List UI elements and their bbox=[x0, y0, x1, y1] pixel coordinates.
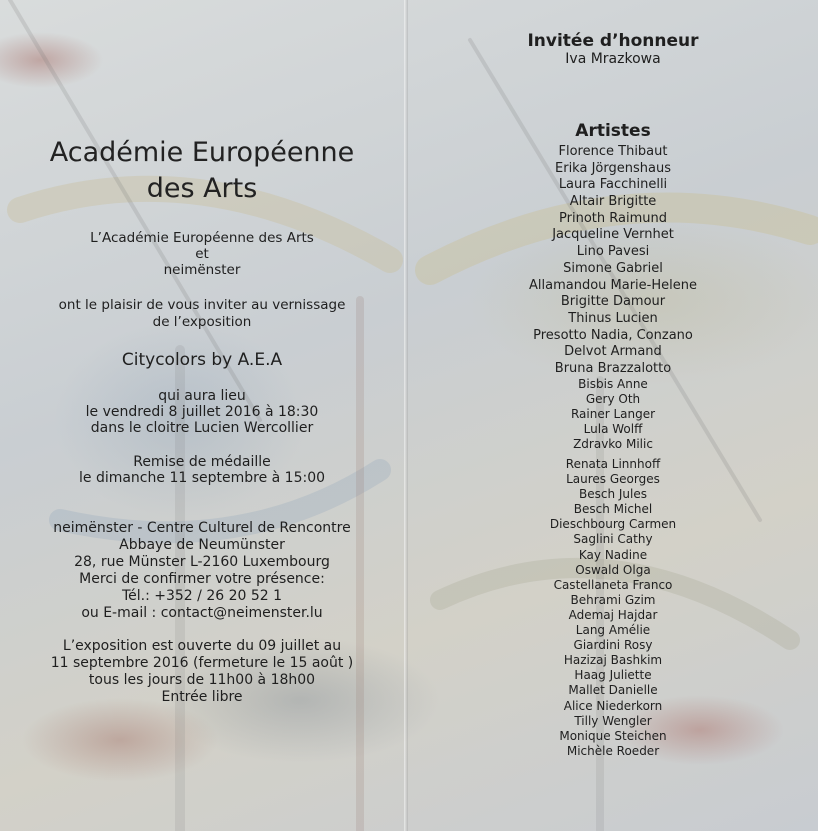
venue-line-3: 28, rue Münster L-2160 Luxembourg bbox=[74, 554, 330, 570]
event-line-2: le vendredi 8 juillet 2016 à 18:30 bbox=[85, 404, 319, 420]
venue-line-1: neimënster - Centre Culturel de Rencontre bbox=[53, 520, 351, 536]
list-item: Kay Nadine bbox=[578, 547, 648, 562]
artists-list bbox=[408, 144, 818, 378]
list-item: Tilly Wengler bbox=[574, 713, 652, 728]
list-item: Monique Steichen bbox=[559, 728, 667, 743]
list-item: Presotto Nadia, Conzano bbox=[533, 327, 693, 343]
list-item: Zdravko Milic bbox=[573, 437, 653, 452]
list-item: Haag Juliette bbox=[574, 668, 652, 683]
invite-text-line-1: ont le plaisir de vous inviter au vernissage bbox=[58, 297, 346, 313]
venue-phone: Tél.: +352 / 26 20 52 1 bbox=[121, 588, 283, 604]
inviter-line-2: et bbox=[195, 246, 209, 262]
list-item: Hazizaj Bashkim bbox=[563, 653, 663, 668]
list-item: Besch Jules bbox=[579, 487, 647, 502]
inviter-line-1: L’Académie Européenne des Arts bbox=[90, 230, 314, 246]
list-item: Laura Facchinelli bbox=[558, 177, 668, 193]
medal-line-2: le dimanche 11 septembre à 15:00 bbox=[78, 470, 326, 486]
list-item: Behrami Gzim bbox=[570, 592, 656, 607]
list-item: Renata Linnhoff bbox=[565, 457, 661, 471]
list-item: Thinus Lucien bbox=[568, 310, 658, 326]
title-line-1: Académie Européenne bbox=[49, 137, 355, 168]
title-line-2: des Arts bbox=[146, 173, 258, 204]
guest-name: Iva Mrazkowa bbox=[565, 51, 661, 67]
list-item: Ademaj Hajdar bbox=[568, 607, 658, 622]
list-item: Gery Oth bbox=[585, 392, 641, 407]
event-line-1: qui aura lieu bbox=[158, 388, 246, 404]
list-item: Oswald Olga bbox=[575, 562, 651, 577]
list-item: Rainer Langer bbox=[570, 407, 656, 422]
hours-line-4: Entrée libre bbox=[161, 689, 243, 705]
venue-line-2: Abbaye de Neumünster bbox=[119, 537, 285, 553]
right-panel bbox=[408, 0, 818, 831]
list-item: Simone Gabriel bbox=[563, 260, 663, 276]
hours-line-3: tous les jours de 11h00 à 18h00 bbox=[88, 672, 316, 688]
list-item: Dieschbourg Carmen bbox=[549, 517, 677, 532]
list-item: Brigitte Damour bbox=[560, 294, 666, 310]
list-item: Laures Georges bbox=[566, 472, 660, 487]
list-item: Castellaneta Franco bbox=[553, 577, 673, 592]
left-panel bbox=[0, 0, 404, 831]
list-item: Saglini Cathy bbox=[573, 532, 653, 547]
guest-heading: Invitée d’honneur bbox=[527, 31, 699, 51]
event-line-3: dans le cloitre Lucien Wercollier bbox=[90, 420, 314, 436]
artists-list-small-2 bbox=[408, 457, 818, 759]
hours-line-2: 11 septembre 2016 (fermeture le 15 août ) bbox=[50, 655, 354, 671]
medal-line-1: Remise de médaille bbox=[133, 454, 271, 470]
list-item: Mallet Danielle bbox=[568, 683, 658, 698]
list-item: Bisbis Anne bbox=[578, 377, 648, 391]
artists-list-small bbox=[408, 377, 818, 452]
venue-email: ou E-mail : contact@neimenster.lu bbox=[81, 605, 323, 621]
list-item: Alice Niederkorn bbox=[563, 698, 663, 713]
list-item: Michèle Roeder bbox=[566, 743, 660, 758]
list-item: Jacqueline Vernhet bbox=[552, 227, 674, 243]
list-item: Prinoth Raimund bbox=[559, 210, 667, 226]
list-item: Lino Pavesi bbox=[576, 244, 650, 260]
hours-line-1: L’exposition est ouverte du 09 juillet au bbox=[62, 638, 342, 654]
list-item: Allamandou Marie-Helene bbox=[529, 277, 697, 293]
inviter-line-3: neimënster bbox=[163, 262, 241, 278]
list-item: Besch Michel bbox=[573, 502, 653, 517]
list-item: Giardini Rosy bbox=[573, 638, 653, 653]
list-item: Erika Jörgenshaus bbox=[555, 160, 671, 176]
invite-text-line-2: de l’exposition bbox=[152, 314, 252, 330]
list-item: Bruna Brazzalotto bbox=[554, 360, 672, 376]
artists-heading: Artistes bbox=[575, 121, 651, 141]
list-item: Florence Thibaut bbox=[558, 144, 668, 159]
exhibition-name: Citycolors by A.E.A bbox=[121, 350, 283, 370]
list-item: Delvot Armand bbox=[564, 344, 662, 360]
venue-line-4: Merci de confirmer votre présence: bbox=[79, 571, 325, 587]
list-item: Altair Brigitte bbox=[569, 194, 657, 210]
list-item: Lula Wolff bbox=[583, 422, 643, 437]
list-item: Lang Amélie bbox=[575, 623, 651, 638]
